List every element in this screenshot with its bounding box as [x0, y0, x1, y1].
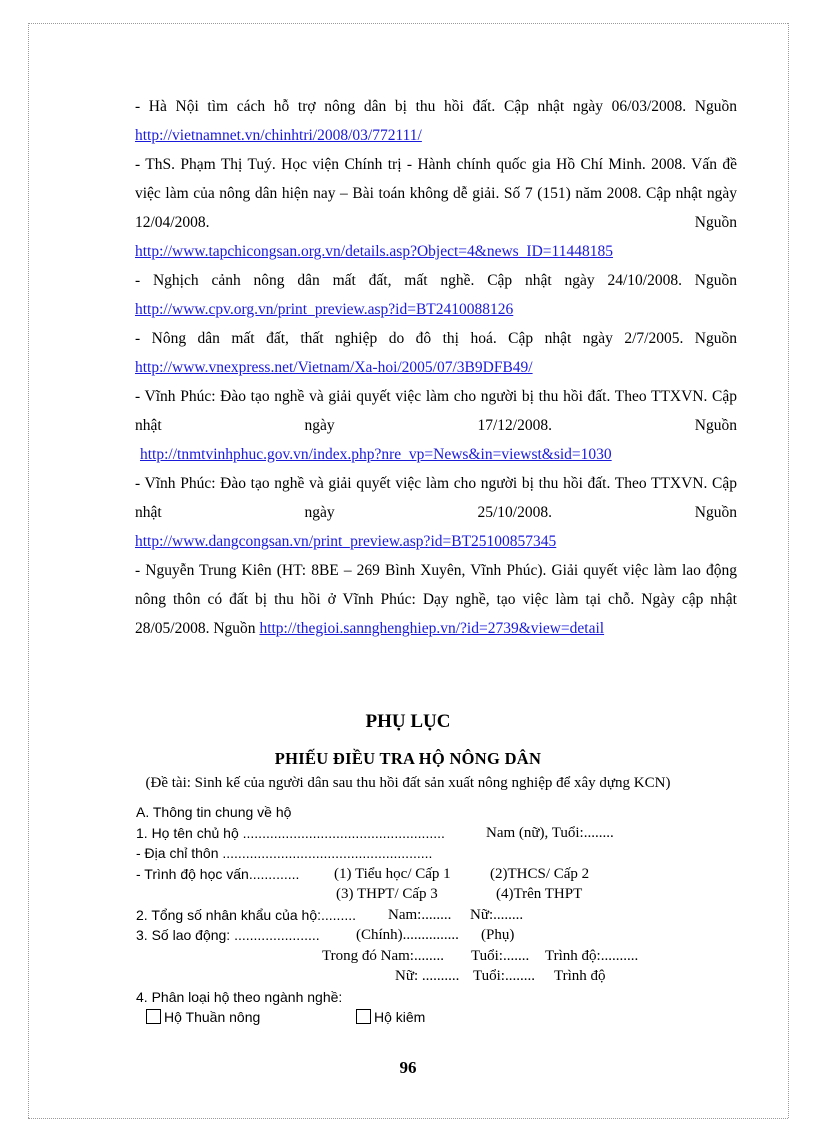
form-row [136, 925, 756, 946]
reference-link[interactable]: http://www.tapchicongsan.org.vn/details.asp?Object=4&news_ID=11448185 [135, 243, 613, 260]
reference-text: - Nông dân mất đất, thất nghiệp do đô thị hoá. Cập nhật ngày 2/7/2005. Nguồn [135, 330, 737, 347]
reference-text: - Vĩnh Phúc: Đào tạo nghề và giải quyết việc làm cho người bị thu hồi đất. Theo TTXVN. Cập nhật ngày 25/10/2008. Nguồn [135, 475, 737, 521]
reference-text: - Nghịch cảnh nông dân mất đất, mất nghề. Cập nhật ngày 24/10/2008. Nguồn [135, 272, 737, 289]
head-of-household-name-field[interactable]: 1. Họ tên chủ hộ .................................................... [136, 824, 445, 841]
reference-text: - ThS. Phạm Thị Tuý. Học viện Chính trị - Hành chính quốc gia Hồ Chí Minh. 2008. Vấn đề việc làm của nông dân hiện nay – Bài toán không dễ giải. Số 7 (151) năm 2008. Cập nhật ngày 12/04/2008. Nguồn [135, 156, 737, 231]
female-labor-field[interactable]: Nữ: .......... [395, 968, 460, 984]
form-row [136, 987, 756, 1008]
main-labor-field[interactable]: (Chính)............... [356, 927, 459, 943]
pure-farming-checkbox[interactable] [146, 1009, 161, 1024]
labor-count-field[interactable]: 3. Số lao động: ...................... [136, 927, 320, 943]
reference-link[interactable]: http://www.vnexpress.net/Vietnam/Xa-hoi/2005/07/3B9DFB49/ [135, 359, 533, 376]
male-labor-field[interactable]: Trong đó Nam:........ [322, 947, 444, 964]
page-border-right [788, 23, 789, 1118]
reference-text: - Hà Nội tìm cách hỗ trợ nông dân bị thu hồi đất. Cập nhật ngày 06/03/2008. Nguồn [135, 98, 737, 115]
form-row [136, 946, 756, 967]
education-option-4[interactable]: (4)Trên THPT [496, 886, 583, 902]
page-border-top [28, 23, 788, 24]
reference-list [135, 92, 737, 643]
reference-item [135, 469, 737, 556]
appendix-title: PHỤ LỤC [365, 711, 451, 732]
reference-link[interactable]: http://www.dangcongsan.vn/print_preview.asp?id=BT25100857345 [135, 533, 557, 550]
education-option-1[interactable]: (1) Tiểu học/ Cấp 1 [334, 865, 451, 882]
household-type-label: 4. Phân loại hộ theo ngành nghề: [136, 988, 343, 1005]
mixed-checkbox[interactable] [356, 1009, 371, 1024]
gender-age-field[interactable]: Nam (nữ), Tuổi:........ [486, 824, 614, 841]
household-male-field[interactable]: Nam:........ [388, 906, 452, 923]
form-row [136, 843, 756, 864]
household-size-field[interactable]: 2. Tổng số nhân khẩu của hộ:......... [136, 906, 357, 923]
section-a-heading: A. Thông tin chung về hộ [136, 804, 292, 820]
mixed-label: Hộ kiêm [374, 1009, 426, 1025]
reference-item [135, 324, 737, 382]
male-age-field[interactable]: Tuổi:....... [471, 947, 530, 964]
form-row [136, 802, 756, 823]
form-row [136, 905, 756, 926]
page-border-bottom [28, 1118, 788, 1119]
reference-link[interactable]: http://thegioi.sannghenghiep.vn/?id=2739&view=detail [259, 620, 605, 637]
form-row [136, 823, 756, 844]
survey-form-subtitle: (Đề tài: Sinh kế của người dân sau thu hồi đất sản xuất nông nghiệp để xây dựng KCN) [145, 775, 671, 791]
reference-item [135, 150, 737, 266]
education-level-label: - Trình độ học vấn............. [136, 865, 300, 882]
reference-item [135, 382, 737, 469]
pure-farming-option[interactable] [146, 1007, 260, 1028]
form-row [136, 864, 756, 885]
survey-form [136, 802, 756, 1028]
reference-link[interactable]: http://www.cpv.org.vn/print_preview.asp?id=BT2410088126 [135, 301, 514, 318]
education-option-2[interactable]: (2)THCS/ Cấp 2 [490, 865, 590, 882]
form-row [136, 884, 756, 905]
reference-text: - Nguyễn Trung Kiên (HT: 8BE – 269 Bình Xuyên, Vĩnh Phúc). Giải quyết việc làm lao động nông thôn có đất bị thu hồi ở Vĩnh Phúc: Dạy nghề, tạo việc làm tại chỗ. Ngày cập nhật 28/05/2008. Nguồn [135, 562, 737, 637]
reference-item [135, 92, 737, 150]
pure-farming-label: Hộ Thuần nông [164, 1009, 261, 1025]
female-age-field[interactable]: Tuổi:........ [473, 968, 535, 984]
survey-form-title: PHIẾU ĐIỀU TRA HỘ NÔNG DÂN [274, 749, 542, 768]
mixed-option[interactable] [356, 1007, 425, 1028]
village-address-field[interactable]: - Địa chỉ thôn ...................................................... [136, 845, 433, 861]
page-border-left [28, 23, 29, 1118]
form-row [136, 1007, 756, 1028]
education-option-3[interactable]: (3) THPT/ Cấp 3 [336, 886, 438, 902]
household-female-field[interactable]: Nữ:........ [470, 906, 524, 923]
reference-text: - Vĩnh Phúc: Đào tạo nghề và giải quyết việc làm cho người bị thu hồi đất. Theo TTXVN. Cập nhật ngày 17/12/2008. Nguồn [135, 388, 737, 434]
reference-item [135, 556, 737, 643]
reference-item [135, 266, 737, 324]
reference-link[interactable]: http://tnmtvinhphuc.gov.vn/index.php?nre_vp=News&in=viewst&sid=1030 [140, 446, 612, 463]
secondary-labor-field[interactable]: (Phụ) [481, 927, 515, 943]
male-education-field[interactable]: Trình độ:.......... [545, 947, 639, 964]
form-row [136, 966, 756, 987]
female-education-field[interactable]: Trình độ [554, 968, 606, 984]
page-number: 96 [399, 1058, 417, 1077]
reference-link[interactable]: http://vietnamnet.vn/chinhtri/2008/03/772111/ [135, 127, 422, 144]
